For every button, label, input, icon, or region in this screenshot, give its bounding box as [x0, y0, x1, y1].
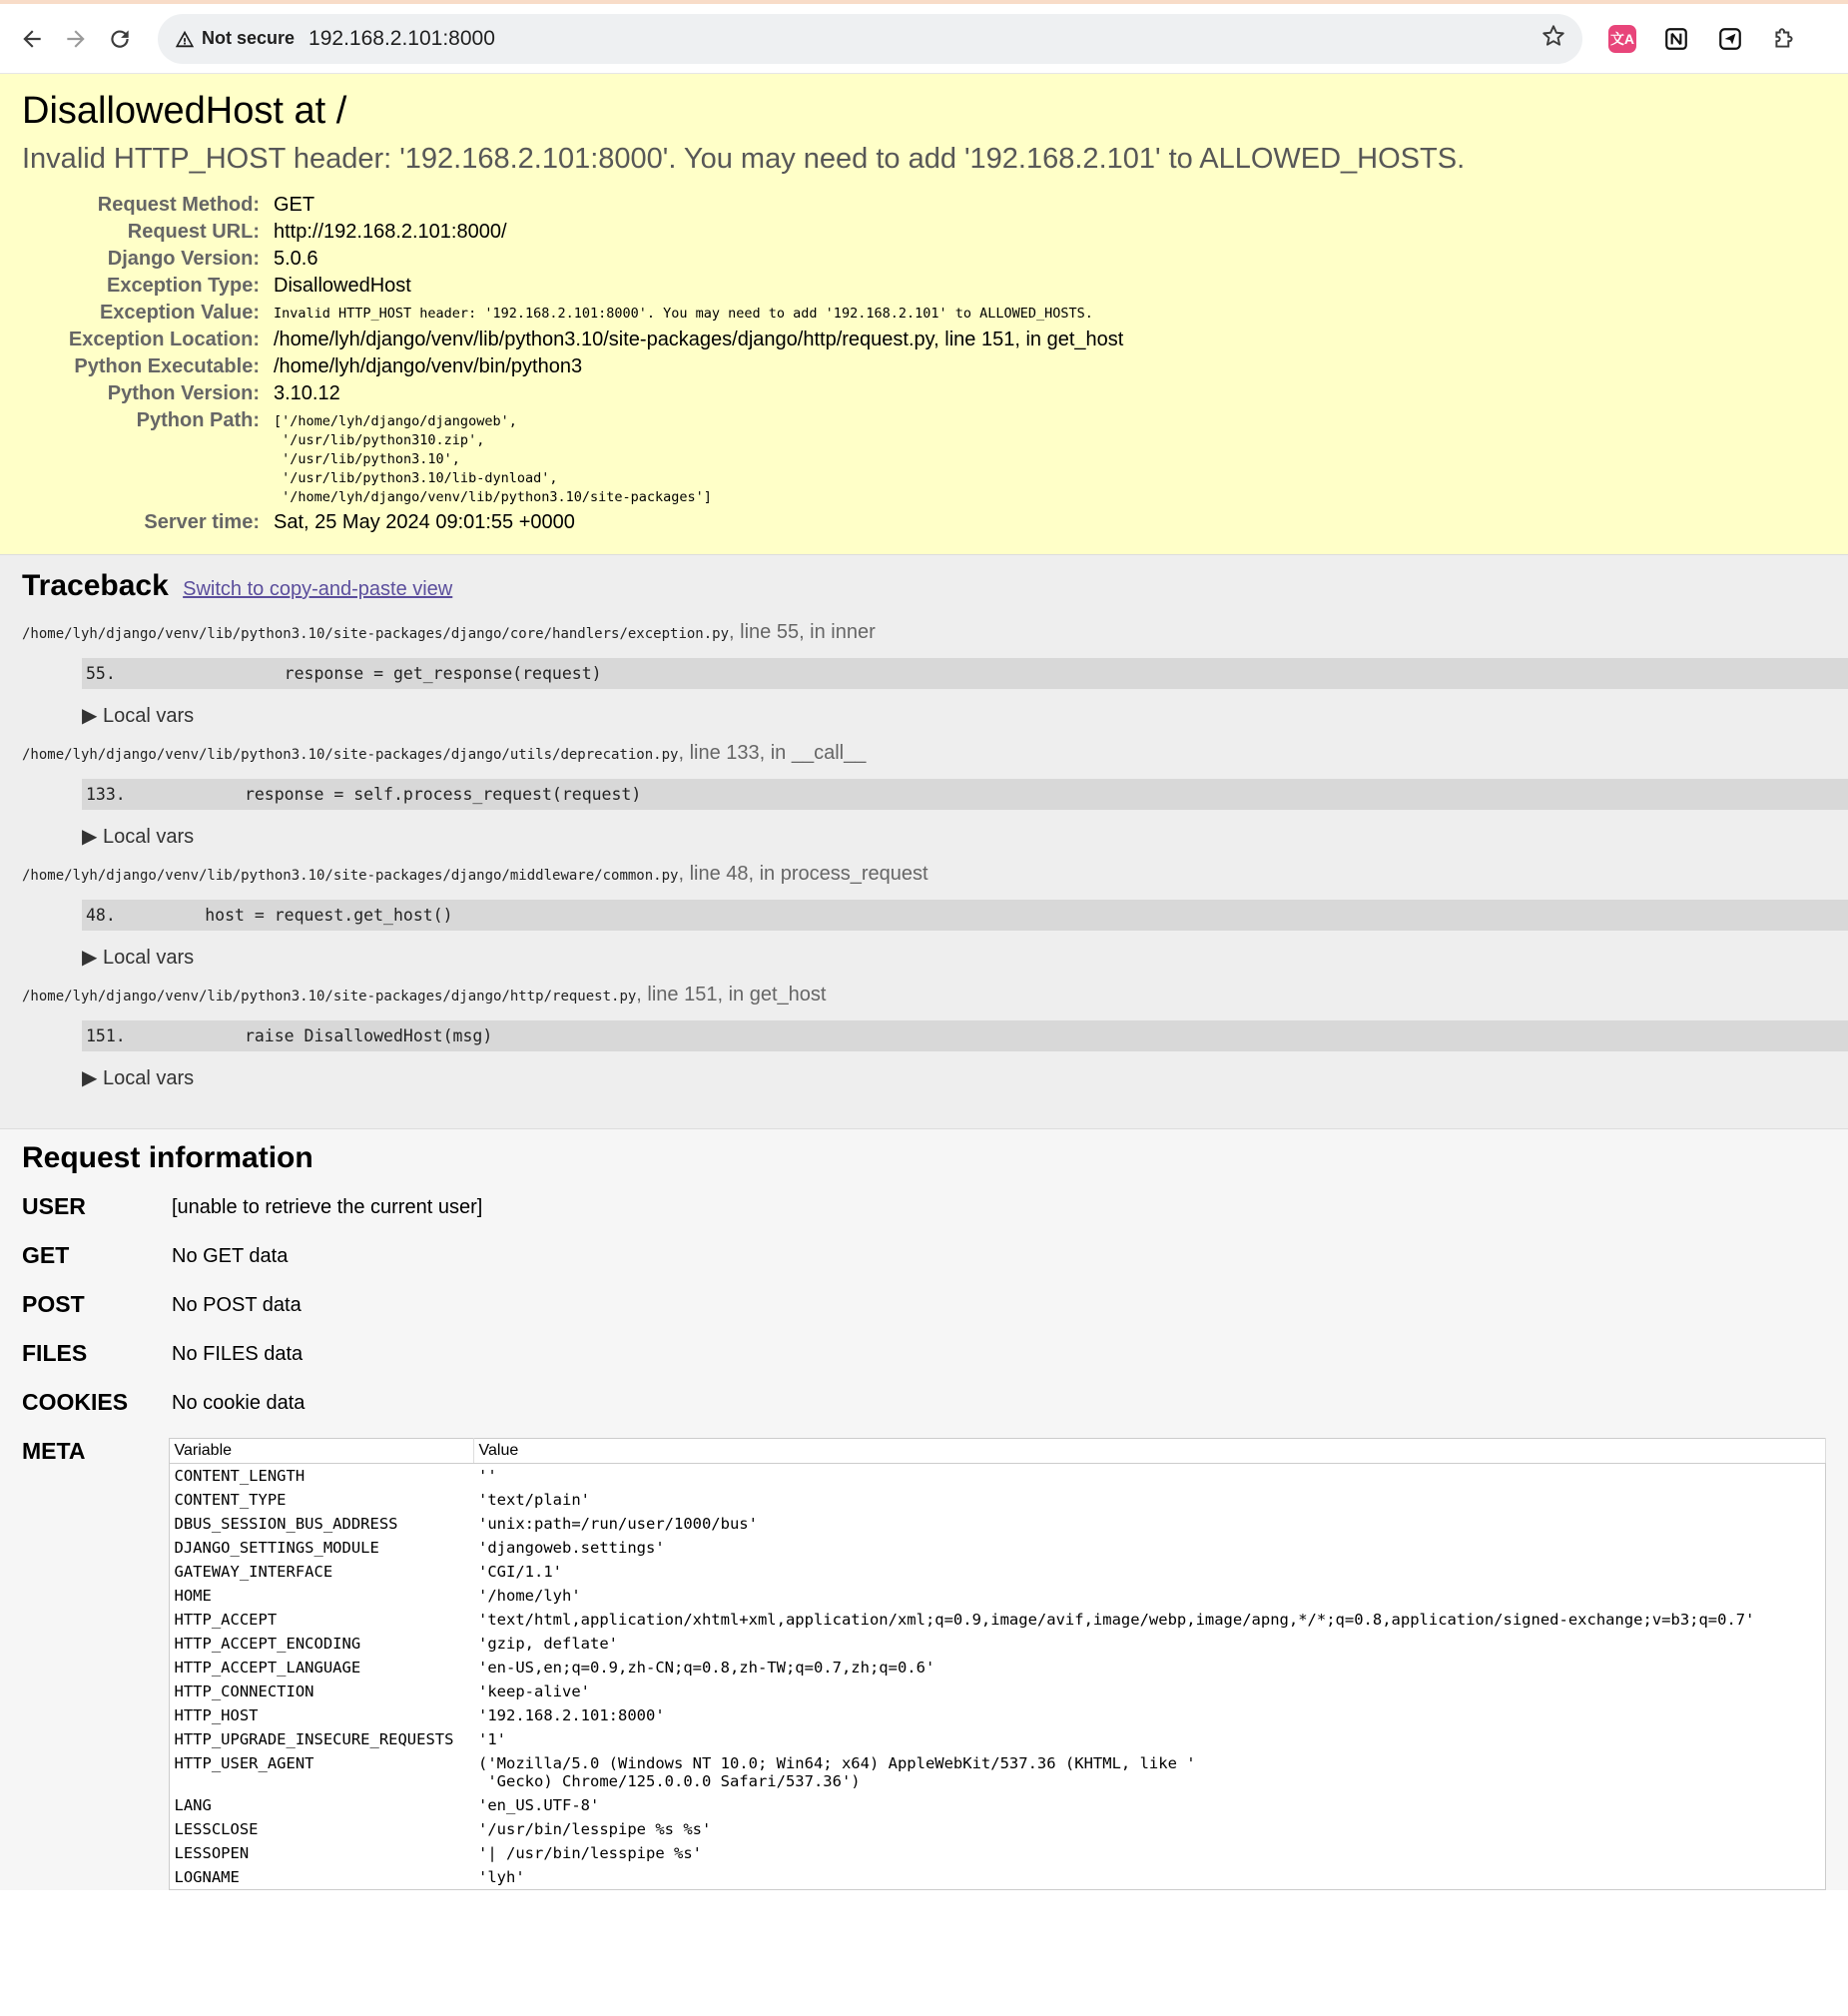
- request-info-value: No cookie data: [172, 1392, 306, 1414]
- meta-row: [22, 192, 1123, 219]
- frame-code-line[interactable]: 55. response = get_response(request): [82, 658, 1848, 689]
- notion-icon: [1663, 26, 1689, 52]
- error-subtitle: Invalid HTTP_HOST header: '192.168.2.101:8000'. You may need to add '192.168.2.101' to ALLOWED_HOSTS.: [22, 143, 1466, 175]
- local-vars-label: Local vars: [102, 947, 195, 969]
- triangle-right-icon: ▶: [82, 947, 98, 969]
- meta-variable: LOGNAME: [174, 1868, 240, 1886]
- meta-variable: HTTP_USER_AGENT: [174, 1754, 314, 1772]
- meta-row: [22, 300, 1123, 327]
- frame-code-line[interactable]: 133. response = self.process_request(request): [82, 779, 1848, 810]
- error-summary: [0, 74, 1848, 555]
- meta-value: 3.10.12: [274, 382, 340, 404]
- meta-table-row: [169, 1793, 1825, 1817]
- meta-value: /home/lyh/django/venv/lib/python3.10/site-packages/django/http/request.py, line 151, in get_host: [274, 329, 1124, 350]
- meta-label: Exception Type:: [107, 275, 260, 297]
- frame-file: /home/lyh/django/venv/lib/python3.10/site-packages/django/middleware/common.py: [22, 868, 679, 884]
- meta-table-row: [169, 1817, 1825, 1841]
- meta-row: [22, 380, 1123, 407]
- frame-location: [22, 621, 1826, 644]
- triangle-right-icon: ▶: [82, 826, 98, 848]
- request-info-key: USER: [22, 1193, 86, 1219]
- meta-table-row: [169, 1680, 1825, 1703]
- extensions-area: [1602, 19, 1804, 59]
- python-path-line: '/usr/lib/python3.10/lib-dynload',: [274, 470, 558, 486]
- meta-value: Sat, 25 May 2024 09:01:55 +0000: [274, 511, 575, 533]
- meta-row: [22, 327, 1123, 353]
- meta-label: Python Executable:: [74, 355, 260, 377]
- request-info-value: [unable to retrieve the current user]: [172, 1196, 483, 1218]
- arrow-left-icon: [19, 26, 45, 52]
- meta-label: Request Method:: [97, 194, 260, 216]
- meta-value-cell: '192.168.2.101:8000': [478, 1706, 665, 1724]
- meta-col-variable: Variable: [169, 1439, 473, 1464]
- meta-variable: HTTP_ACCEPT_ENCODING: [174, 1635, 361, 1653]
- meta-col-value: Value: [473, 1439, 1825, 1464]
- meta-value: 5.0.6: [274, 248, 318, 270]
- meta-label: Python Version:: [107, 382, 260, 404]
- meta-value-cell: 'gzip, deflate': [478, 1635, 618, 1653]
- local-vars-toggle[interactable]: [82, 703, 1826, 728]
- traceback-frame: [22, 984, 1826, 1090]
- meta-value-cell: 'unix:path=/run/user/1000/bus': [478, 1515, 758, 1533]
- meta-variable: LESSOPEN: [174, 1844, 250, 1862]
- python-path-line: '/usr/lib/python310.zip',: [274, 432, 485, 448]
- meta-variable: HTTP_CONNECTION: [174, 1682, 314, 1700]
- local-vars-toggle[interactable]: [82, 1065, 1826, 1090]
- meta-table-row: [169, 1865, 1825, 1890]
- meta-table-row: [169, 1841, 1825, 1865]
- url-text[interactable]: 192.168.2.101:8000: [308, 26, 495, 50]
- request-info-key: POST: [22, 1291, 85, 1317]
- traceback-frame: [22, 742, 1826, 849]
- paper-plane-icon: [1717, 26, 1743, 52]
- meta-variable: HTTP_ACCEPT: [174, 1611, 278, 1629]
- meta-value-cell: 'en-US,en;q=0.9,zh-CN;q=0.8,zh-TW;q=0.7,zh;q=0.6': [478, 1659, 935, 1677]
- meta-value: /home/lyh/django/venv/bin/python3: [274, 355, 583, 377]
- translate-extension-button[interactable]: [1602, 19, 1642, 59]
- traceback-heading: [22, 569, 1826, 603]
- meta-value-cell: 'text/html,application/xhtml+xml,application/xml;q=0.9,image/avif,image/webp,image/apng,*/*;q=0.8,application/signed-exchange;v=b3;q=0.7': [478, 1611, 1755, 1629]
- reload-button[interactable]: [98, 17, 142, 61]
- meta-variable: HTTP_ACCEPT_LANGUAGE: [174, 1659, 361, 1677]
- meta-value-cell: '| /usr/bin/lesspipe %s': [478, 1844, 702, 1862]
- meta-value-cell: ('Mozilla/5.0 (Windows NT 10.0; Win64; x64) AppleWebKit/537.36 (KHTML, like ' 'Gecko) Chrome/125.0.0.0 Safari/537.36'): [478, 1754, 1196, 1790]
- meta-value-cell: 'en_US.UTF-8': [478, 1796, 600, 1814]
- frame-suffix: , line 151, in get_host: [636, 984, 827, 1006]
- meta-value-cell: '/usr/bin/lesspipe %s %s': [478, 1820, 712, 1838]
- meta-table-row: [169, 1512, 1825, 1536]
- meta-value-cell: '1': [478, 1730, 507, 1748]
- meta-value-cell: 'lyh': [478, 1868, 525, 1886]
- request-info-key: GET: [22, 1242, 70, 1268]
- meta-value: GET: [274, 194, 315, 216]
- meta-variable: HOME: [174, 1587, 212, 1605]
- meta-variable: LANG: [174, 1796, 212, 1814]
- traceback-section: [0, 555, 1848, 1129]
- meta-variable: CONTENT_LENGTH: [174, 1467, 306, 1485]
- meta-variable: HTTP_UPGRADE_INSECURE_REQUESTS: [174, 1730, 454, 1748]
- reload-icon: [107, 26, 133, 52]
- meta-value-cell: '/home/lyh': [478, 1587, 581, 1605]
- python-path-value: [274, 407, 1123, 509]
- translate-icon: 文A: [1608, 25, 1636, 53]
- forward-button[interactable]: [54, 17, 98, 61]
- meta-row: [22, 246, 1123, 273]
- meta-table-row: [169, 1608, 1825, 1632]
- frame-code-line[interactable]: 151. raise DisallowedHost(msg): [82, 1020, 1848, 1051]
- traceback-frame: [22, 621, 1826, 728]
- local-vars-label: Local vars: [102, 705, 195, 727]
- meta-variable: HTTP_HOST: [174, 1706, 259, 1724]
- meta-value-cell: 'text/plain': [478, 1491, 590, 1509]
- frame-file: /home/lyh/django/venv/lib/python3.10/site-packages/django/core/handlers/exception.py: [22, 626, 730, 642]
- local-vars-label: Local vars: [102, 1067, 195, 1089]
- python-path-line: '/usr/lib/python3.10',: [274, 451, 460, 467]
- arrow-right-icon: [63, 26, 89, 52]
- request-info-key: COOKIES: [22, 1389, 129, 1415]
- frame-location: [22, 984, 1826, 1007]
- meta-table-row: [169, 1536, 1825, 1560]
- back-button[interactable]: [10, 17, 54, 61]
- warning-icon: [174, 28, 196, 50]
- meta-label: Request URL:: [127, 221, 260, 243]
- meta-value-cell: 'djangoweb.settings': [478, 1539, 665, 1557]
- request-meta-table: [22, 192, 1123, 536]
- meta-table-body: [169, 1464, 1825, 1890]
- request-info-row: [22, 1389, 1826, 1416]
- request-info-heading: Request information: [22, 1141, 313, 1174]
- extensions-menu-button[interactable]: [1764, 19, 1804, 59]
- meta-table-header: [169, 1439, 1825, 1464]
- meta-table-row: [169, 1560, 1825, 1584]
- frame-file: /home/lyh/django/venv/lib/python3.10/site-packages/django/http/request.py: [22, 989, 637, 1005]
- meta-value: http://192.168.2.101:8000/: [274, 221, 507, 243]
- meta-row: [22, 273, 1123, 300]
- frame-suffix: , line 133, in __call__: [678, 742, 867, 764]
- meta-table-row: [169, 1727, 1825, 1751]
- send-extension-button[interactable]: [1710, 19, 1750, 59]
- meta-variable: GATEWAY_INTERFACE: [174, 1563, 333, 1581]
- meta-variable: DBUS_SESSION_BUS_ADDRESS: [174, 1515, 398, 1533]
- meta-variable: CONTENT_TYPE: [174, 1491, 287, 1509]
- request-info-row-meta: [22, 1438, 1826, 1890]
- meta-label: Django Version:: [107, 248, 260, 270]
- puzzle-icon: [1771, 26, 1797, 52]
- meta-row: [22, 353, 1123, 380]
- frame-location: [22, 742, 1826, 765]
- frame-suffix: , line 55, in inner: [729, 621, 876, 643]
- star-icon: [1540, 23, 1566, 49]
- browser-toolbar: [0, 4, 1848, 74]
- meta-value-cell: '': [478, 1467, 497, 1485]
- request-information-section: [0, 1129, 1848, 1890]
- meta-value-cell: 'CGI/1.1': [478, 1563, 563, 1581]
- meta-table-row: [169, 1464, 1825, 1489]
- frame-location: [22, 863, 1826, 886]
- switch-copy-paste-link[interactable]: Switch to copy-and-paste view: [183, 578, 453, 600]
- notion-extension-button[interactable]: [1656, 19, 1696, 59]
- meta-row: [22, 509, 1123, 536]
- meta-label: Python Path:: [136, 409, 260, 431]
- meta-variable: LESSCLOSE: [174, 1820, 259, 1838]
- meta-table-row: [169, 1703, 1825, 1727]
- meta-label: Exception Location:: [68, 329, 260, 350]
- request-info-value: No FILES data: [172, 1343, 304, 1365]
- python-path-line: ['/home/lyh/django/djangoweb',: [274, 413, 517, 429]
- triangle-right-icon: ▶: [82, 1067, 98, 1089]
- request-info-key: FILES: [22, 1340, 88, 1366]
- meta-row: [22, 219, 1123, 246]
- local-vars-label: Local vars: [102, 826, 195, 848]
- request-info-key: META: [22, 1438, 86, 1464]
- meta-variable: DJANGO_SETTINGS_MODULE: [174, 1539, 379, 1557]
- frame-suffix: , line 48, in process_request: [678, 863, 928, 885]
- address-bar[interactable]: [158, 14, 1582, 64]
- meta-table-row: [169, 1488, 1825, 1512]
- triangle-right-icon: ▶: [82, 705, 98, 727]
- request-info-row: [22, 1242, 1826, 1269]
- meta-row: [22, 407, 1123, 509]
- meta-table: [169, 1438, 1826, 1890]
- meta-table-row: [169, 1656, 1825, 1680]
- local-vars-toggle[interactable]: [82, 945, 1826, 970]
- bookmark-star-button[interactable]: [1540, 23, 1566, 54]
- exception-value: Invalid HTTP_HOST header: '192.168.2.101:8000'. You may need to add '192.168.2.101' to ALLOWED_HOSTS.: [274, 306, 1093, 322]
- frame-code-line[interactable]: 48. host = request.get_host(): [82, 900, 1848, 931]
- meta-table-row: [169, 1632, 1825, 1656]
- meta-label: Exception Value:: [99, 302, 260, 324]
- request-info-row: [22, 1340, 1826, 1367]
- request-info-value: No POST data: [172, 1294, 302, 1316]
- traceback-frame: [22, 863, 1826, 970]
- traceback-title: Traceback: [22, 569, 169, 602]
- security-chip[interactable]: [174, 28, 308, 50]
- frame-file: /home/lyh/django/venv/lib/python3.10/site-packages/django/utils/deprecation.py: [22, 747, 679, 763]
- meta-value: DisallowedHost: [274, 275, 411, 297]
- meta-table-row: [169, 1751, 1825, 1793]
- python-path-line: '/home/lyh/django/venv/lib/python3.10/site-packages']: [274, 489, 712, 505]
- request-info-row: [22, 1193, 1826, 1220]
- meta-label: Server time:: [144, 511, 260, 533]
- request-info-row: [22, 1291, 1826, 1318]
- request-info-value: No GET data: [172, 1245, 289, 1267]
- meta-table-row: [169, 1584, 1825, 1608]
- not-secure-label: Not secure: [202, 28, 296, 48]
- local-vars-toggle[interactable]: [82, 824, 1826, 849]
- meta-value-cell: 'keep-alive': [478, 1682, 590, 1700]
- page-title: DisallowedHost at /: [22, 90, 347, 132]
